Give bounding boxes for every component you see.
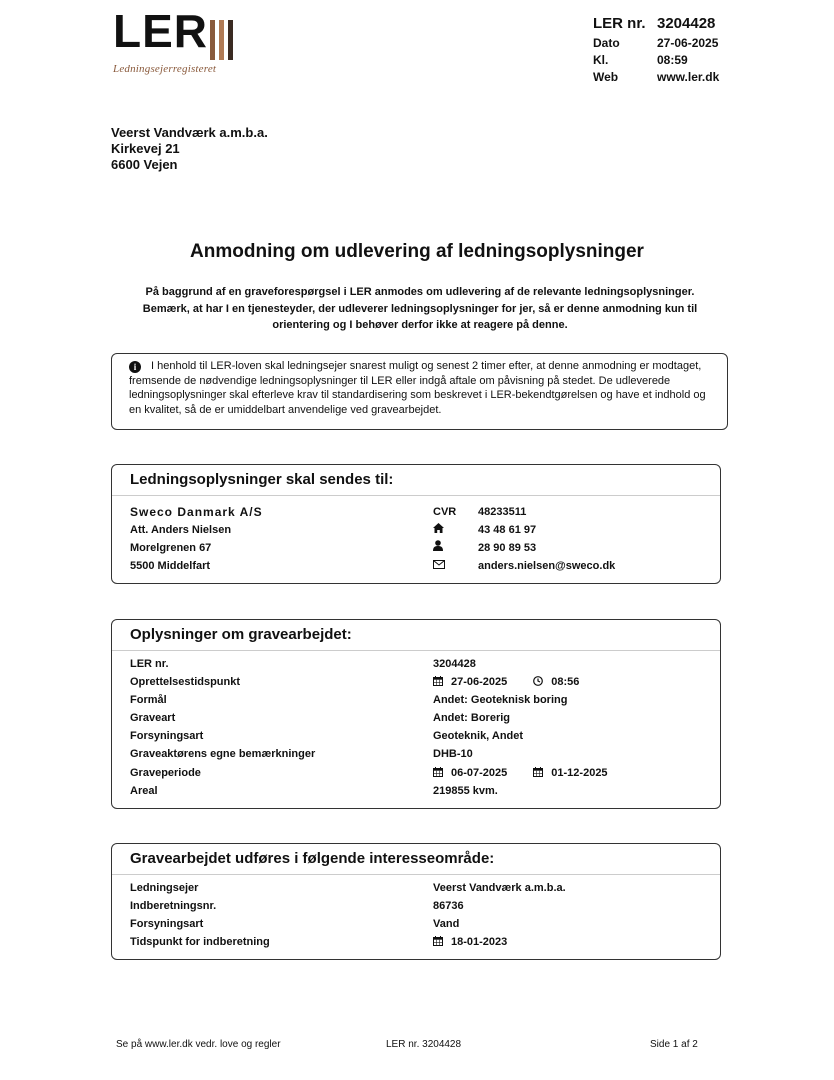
work-row-value: 3204428 — [433, 658, 476, 670]
calendar-icon — [433, 767, 443, 777]
work-row-value: 219855 kvm. — [433, 785, 498, 797]
work-row-value: DHB-10 — [433, 748, 473, 760]
notice-box — [111, 353, 728, 430]
notice-text: I henhold til LER-loven skal ledningsejer snarest muligt og senest 2 timer efter, at denne anmodning er modtaget, fremsende de nødvendige ledningsoplysninger til LER eller indgå aftale om påvisning på stedet. De udleverede ledningsoplysninger skal efterleve krav til standardisering som beskrevet i LER-bekendtgørelsen og have et indhold og en kvalitet, så de er umiddelbart anvendelige ved gravearbejdet. — [129, 360, 706, 417]
send-to-street: Morelgrenen 67 — [130, 542, 212, 554]
header-web-label: Web — [593, 69, 619, 84]
work-row-label: Graveperiode — [130, 767, 201, 779]
area-row-label: Ledningsejer — [130, 882, 199, 894]
area-row-label: Forsyningsart — [130, 918, 204, 930]
footer-ler-number: LER nr. 3204428 — [386, 1039, 462, 1050]
created-date: 27-06-2025 — [451, 676, 508, 688]
header-time-row — [593, 51, 719, 68]
ler-logo — [113, 5, 273, 75]
header-time-label: Kl. — [593, 52, 609, 67]
area-row-value — [433, 933, 507, 951]
logo-wordmark: LER — [113, 5, 208, 57]
work-row-label: Formål — [130, 694, 167, 706]
header-ler-label: LER nr. — [593, 14, 646, 32]
user-icon — [433, 539, 449, 557]
work-row-label: Graveart — [130, 712, 176, 724]
send-to-att: Att. Anders Nielsen — [130, 524, 232, 536]
work-row-label: Oprettelsestidspunkt — [130, 676, 241, 688]
work-row-value: Geoteknik, Andet — [433, 730, 524, 742]
created-time: 08:56 — [551, 676, 580, 688]
logo-subtitle: Ledningsejerregisteret — [113, 63, 217, 75]
work-row-label: Graveaktørens egne bemærkninger — [130, 748, 316, 760]
logo-bar — [210, 20, 215, 60]
period-start: 06-07-2025 — [451, 767, 508, 779]
email-link[interactable]: anders.nielsen@sweco.dk — [478, 560, 616, 572]
phone-value: 43 48 61 97 — [478, 524, 537, 536]
recipient-name: Veerst Vandværk a.m.b.a. — [111, 125, 268, 140]
cvr-value: 48233511 — [478, 506, 527, 518]
work-info-title: Oplysninger om gravearbejdet: — [112, 620, 720, 651]
info-circle-icon: i — [129, 361, 141, 373]
work-row-value — [433, 764, 608, 782]
header-web-row — [593, 68, 719, 85]
header-info — [593, 12, 719, 85]
period-end: 01-12-2025 — [551, 767, 608, 779]
header-ler-value: 3204428 — [657, 14, 716, 32]
area-row-label: Indberetningsnr. — [130, 900, 217, 912]
header-time-value: 08:59 — [657, 52, 688, 67]
clock-icon — [533, 676, 543, 686]
area-row-value: Veerst Vandværk a.m.b.a. — [433, 882, 566, 894]
cvr-label: CVR — [433, 506, 457, 518]
report-date: 18-01-2023 — [451, 936, 508, 948]
send-to-title: Ledningsoplysninger skal sendes til: — [112, 465, 720, 496]
envelope-icon — [433, 557, 449, 575]
logo-bars — [210, 20, 233, 60]
work-row-value: Andet: Borerig — [433, 712, 510, 724]
work-row-value — [433, 673, 579, 691]
interest-area-title: Gravearbejdet udføres i følgende interesseområde: — [112, 844, 720, 875]
send-to-company: Sweco Danmark A/S — [130, 505, 263, 519]
header-date-value: 27-06-2025 — [657, 35, 719, 50]
work-row-label: LER nr. — [130, 658, 169, 670]
send-to-city: 5500 Middelfart — [130, 560, 211, 572]
home-icon — [433, 521, 449, 539]
footer-rules-link[interactable]: Se på www.ler.dk vedr. love og regler — [116, 1039, 281, 1050]
area-row-value: 86736 — [433, 900, 464, 912]
calendar-icon — [433, 676, 443, 686]
work-row-value: Andet: Geoteknisk boring — [433, 694, 568, 706]
logo-bar — [228, 20, 233, 60]
work-row-label: Forsyningsart — [130, 730, 204, 742]
recipient-street: Kirkevej 21 — [111, 141, 180, 156]
calendar-icon — [433, 936, 443, 946]
recipient-city: 6600 Vejen — [111, 157, 178, 172]
header-web-link[interactable]: www.ler.dk — [657, 69, 720, 84]
interest-area-box — [111, 843, 721, 960]
calendar-icon — [533, 767, 543, 777]
logo-bar — [219, 20, 224, 60]
intro-text: På baggrund af en graveforespørgsel i LER anmodes om udlevering af de relevante ledningsoplysninger. Bemærk, at har I en tjenesteyder, der udleverer ledningsoplysninger for jer, så er denne anmodning kun til orientering og I behøver derfor ikke at reagere på denne. — [142, 286, 698, 331]
header-ler-row — [593, 12, 719, 34]
recipient-address — [111, 125, 268, 173]
send-to-box — [111, 464, 721, 584]
mobile-value: 28 90 89 53 — [478, 542, 537, 554]
document-title: Anmodning om udlevering af ledningsoplysninger — [190, 241, 644, 262]
work-info-box — [111, 619, 721, 809]
area-row-label: Tidspunkt for indberetning — [130, 936, 270, 948]
area-row-value: Vand — [433, 918, 460, 930]
footer-page-number: Side 1 af 2 — [650, 1039, 698, 1050]
header-date-row — [593, 34, 719, 51]
work-row-label: Areal — [130, 785, 158, 797]
header-date-label: Dato — [593, 35, 620, 50]
